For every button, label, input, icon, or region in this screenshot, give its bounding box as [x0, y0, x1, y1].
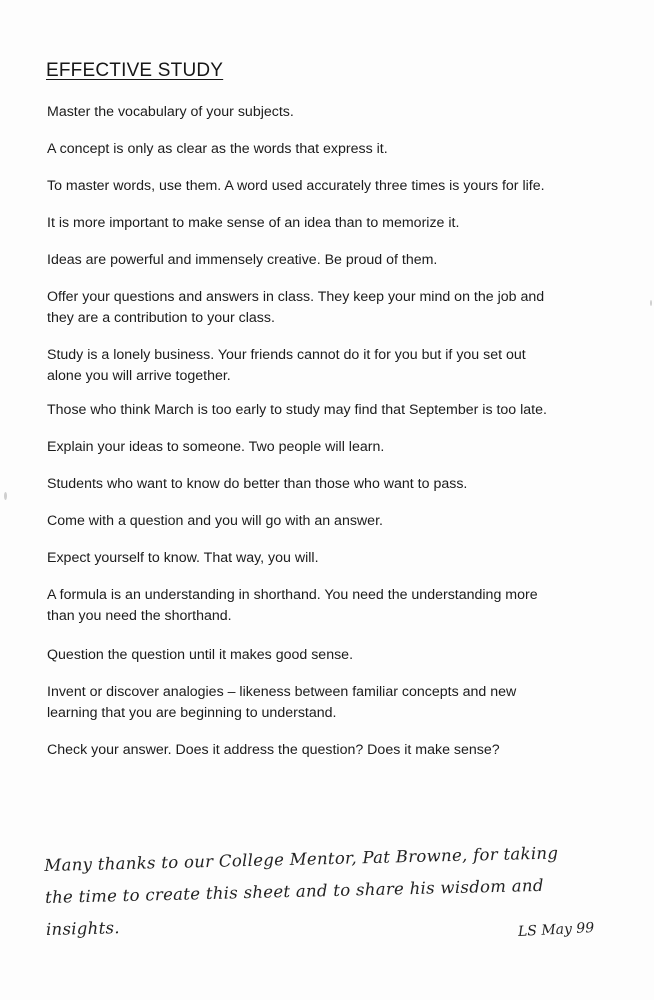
study-tip-line: Come with a question and you will go with an answer.	[47, 513, 383, 529]
study-tip	[47, 474, 627, 495]
scan-speck	[4, 492, 7, 500]
study-tip-line: than you need the shorthand.	[47, 608, 232, 624]
study-tip	[47, 250, 627, 271]
handwritten-note-line: Many thanks to our College Mentor, Pat Browne, for taking	[44, 843, 559, 875]
signature: LS May 99	[517, 920, 595, 940]
study-tip-line: Question the question until it makes good sense.	[47, 647, 354, 663]
study-tip	[47, 287, 627, 329]
study-tip-line: Study is a lonely business. Your friends cannot do it for you but if you set out	[47, 347, 526, 363]
study-tip-line: alone you will arrive together.	[47, 368, 231, 384]
study-tip-line: A concept is only as clear as the words that express it.	[47, 141, 388, 157]
study-tip	[47, 511, 627, 532]
study-tip	[47, 682, 627, 724]
study-tip	[47, 437, 627, 458]
study-tip	[47, 176, 627, 197]
handwritten-note-line: the time to create this sheet and to share his wisdom and	[44, 875, 544, 907]
study-tip	[47, 645, 627, 666]
study-tip	[47, 139, 627, 160]
study-tip-line: Those who think March is too early to study may find that September is too late.	[47, 402, 547, 418]
study-tip-line: they are a contribution to your class.	[47, 310, 275, 326]
study-tip-line: It is more important to make sense of an idea than to memorize it.	[47, 215, 460, 231]
study-tip	[47, 740, 627, 761]
study-tip	[47, 345, 627, 387]
study-tip-line: A formula is an understanding in shorthand. You need the understanding more	[47, 587, 538, 603]
scan-speck	[650, 300, 652, 306]
study-tip	[47, 585, 627, 627]
study-tip-line: Expect yourself to know. That way, you will.	[47, 550, 319, 566]
study-tip-line: learning that you are beginning to understand.	[47, 705, 337, 721]
study-tip	[47, 213, 627, 234]
study-tip-line: Check your answer. Does it address the question? Does it make sense?	[47, 742, 500, 758]
study-tip-line: Ideas are powerful and immensely creative. Be proud of them.	[47, 252, 438, 268]
study-tip-line: Students who want to know do better than those who want to pass.	[47, 476, 468, 492]
study-tip-line: To master words, use them. A word used accurately three times is yours for life.	[47, 178, 545, 194]
page-title: EFFECTIVE STUDY	[46, 60, 224, 81]
study-tip-line: Invent or discover analogies – likeness between familiar concepts and new	[47, 684, 517, 700]
study-tip	[47, 400, 627, 421]
study-tip-line: Master the vocabulary of your subjects.	[47, 104, 294, 120]
study-tip-line: Offer your questions and answers in class. They keep your mind on the job and	[47, 289, 545, 305]
study-tip	[47, 548, 627, 569]
study-tip-line: Explain your ideas to someone. Two people will learn.	[47, 439, 385, 455]
study-tip	[47, 102, 627, 123]
handwritten-note-line: insights.	[45, 918, 121, 939]
